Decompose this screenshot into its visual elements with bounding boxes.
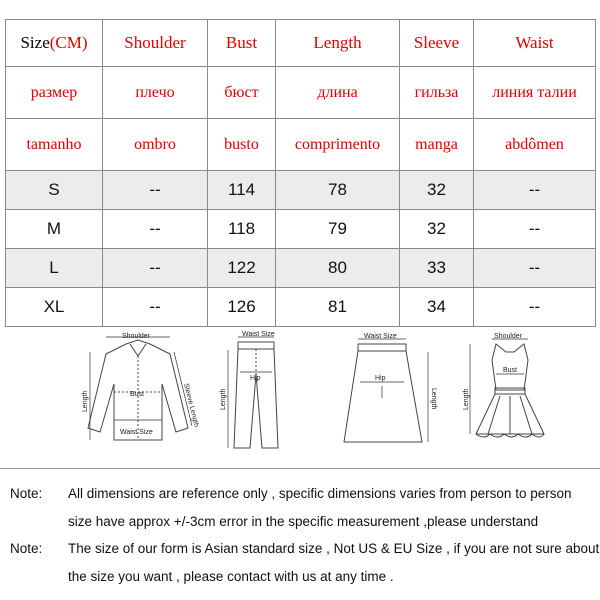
cell-size: M [6, 210, 103, 249]
cell-sleeve: 32 [400, 210, 474, 249]
header-row [6, 20, 596, 67]
size-chart-table [5, 19, 596, 327]
pt-size: tamanho [6, 119, 103, 171]
cell-length: 80 [276, 249, 400, 288]
cell-length: 78 [276, 171, 400, 210]
pt-bust: busto [208, 119, 276, 171]
cell-sleeve: 32 [400, 171, 474, 210]
cell-bust: 126 [208, 288, 276, 327]
cell-bust: 118 [208, 210, 276, 249]
cell-shoulder: -- [103, 288, 208, 327]
cell-waist: -- [474, 288, 596, 327]
header-waist: Waist [474, 20, 596, 67]
pt-sleeve: manga [400, 119, 474, 171]
cell-size: S [6, 171, 103, 210]
cell-length: 81 [276, 288, 400, 327]
table-row [6, 288, 596, 327]
skirt-hip-label: Hip [375, 375, 386, 382]
cell-waist: -- [474, 171, 596, 210]
measurement-diagrams [0, 330, 600, 460]
cell-shoulder: -- [103, 249, 208, 288]
header-shoulder: Shoulder [103, 20, 208, 67]
dress-shoulder-label: Shoulder [494, 333, 523, 340]
note-label: Note: [10, 486, 43, 501]
shirt-sleeve-label: Sleeve Length [182, 382, 200, 428]
note-1 [10, 480, 571, 536]
shirt-waist-label: Waist Size [120, 429, 153, 436]
dress-bust-label: Bust [503, 367, 518, 374]
portuguese-row [6, 119, 596, 171]
ru-length: длина [276, 67, 400, 119]
note-text: size have approx +/-3cm error in the specific measurement ,please understand [68, 514, 539, 529]
note-text: the size you want , please contact with us at any time . [68, 569, 394, 584]
note-text: All dimensions are reference only , specific dimensions varies from person to person [68, 486, 572, 501]
header-size: Size(CM) [6, 20, 103, 67]
header-sleeve: Sleeve [400, 20, 474, 67]
cell-length: 79 [276, 210, 400, 249]
cell-bust: 114 [208, 171, 276, 210]
cell-sleeve: 34 [400, 288, 474, 327]
shirt-diagram [78, 330, 203, 460]
table-row [6, 249, 596, 288]
skirt-length-label: Length [430, 388, 437, 410]
shirt-shoulder-label: Shoulder [122, 333, 151, 340]
cell-size: L [6, 249, 103, 288]
russian-row [6, 67, 596, 119]
ru-bust: бюст [208, 67, 276, 119]
dress-diagram [460, 330, 560, 460]
header-bust: Bust [208, 20, 276, 67]
note-2 [10, 535, 599, 591]
table-row [6, 210, 596, 249]
pants-waist-label: Waist Size [242, 331, 275, 338]
pants-length-label: Length [220, 388, 227, 410]
header-length: Length [276, 20, 400, 67]
cell-waist: -- [474, 210, 596, 249]
ru-waist: линия талии [474, 67, 596, 119]
pants-diagram [210, 330, 295, 460]
skirt-diagram [330, 330, 440, 460]
cell-sleeve: 33 [400, 249, 474, 288]
table-row [6, 171, 596, 210]
pt-length: comprimento [276, 119, 400, 171]
cell-size: XL [6, 288, 103, 327]
dress-length-label: Length [463, 388, 470, 410]
ru-shoulder: плечо [103, 67, 208, 119]
shirt-bust-label: Bust [130, 391, 145, 398]
pt-shoulder: ombro [103, 119, 208, 171]
pt-waist: abdômen [474, 119, 596, 171]
note-label: Note: [10, 541, 43, 556]
skirt-waist-label: Waist Size [364, 333, 397, 340]
ru-sleeve: гильза [400, 67, 474, 119]
divider [0, 468, 600, 469]
note-text: The size of our form is Asian standard size , Not US & EU Size , if you are not sure about [68, 541, 600, 556]
cell-waist: -- [474, 249, 596, 288]
cell-shoulder: -- [103, 210, 208, 249]
cell-bust: 122 [208, 249, 276, 288]
shirt-length-label: Length [82, 390, 89, 412]
cell-shoulder: -- [103, 171, 208, 210]
pants-hip-label: Hip [250, 375, 261, 382]
ru-size: размер [6, 67, 103, 119]
